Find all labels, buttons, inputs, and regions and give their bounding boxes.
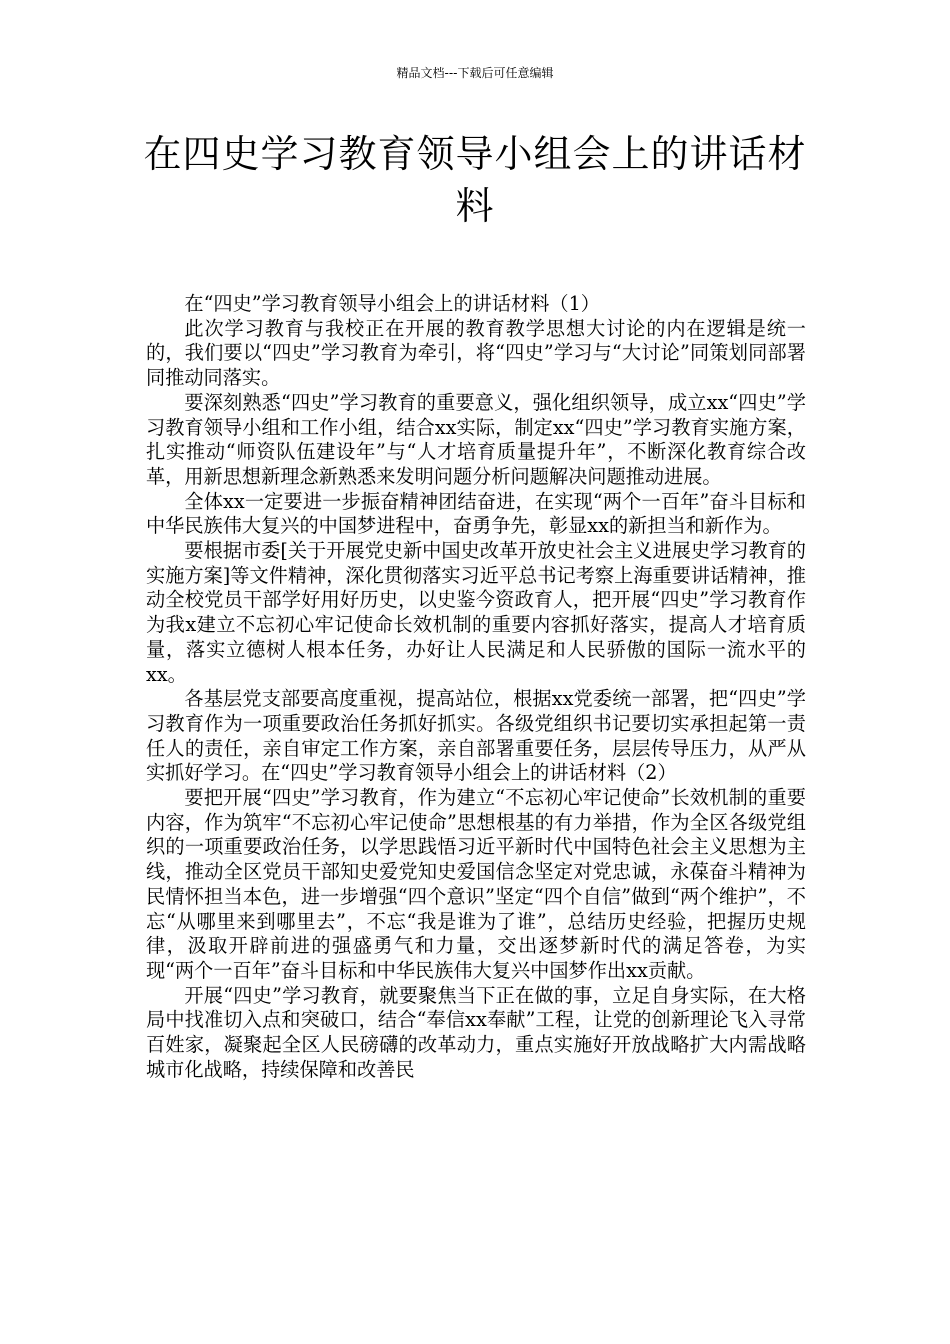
paragraph: 全体xx一定要进一步振奋精神团结奋进，在实现“两个一百年”奋斗目标和中华民族伟大复兴的中国梦进程中，奋勇争先，彰显xx的新担当和新作为。 <box>146 489 806 538</box>
paragraph: 要根据市委[关于开展党史新中国史改革开放史社会主义进展史学习教育的实施方案]等文件精神，深化贯彻落实习近平总书记考察上海重要讲话精神，推动全校党员干部学好用好历史，以史鉴今资政育人，把开展“四史”学习教育作为我x建立不忘初心牢记使命长效机制的重要内容抓好落实，提高人才培育质量，落实立德树人根本任务，办好让人民满足和人民骄傲的国际一流水平的xx。 <box>146 539 806 686</box>
document-title: 在四史学习教育领导小组会上的讲话材料 <box>143 132 807 228</box>
paragraph: 在“四史”学习教育领导小组会上的讲话材料（1） <box>184 292 600 315</box>
document-body <box>146 292 806 1083</box>
paragraph: 此次学习教育与我校正在开展的教育教学思想大讨论的内在逻辑是统一的，我们要以“四史”学习教育为牵引，将“四史”学习与“大讨论”同策划同部署同推动同落实。 <box>146 316 806 390</box>
paragraph: 开展“四史”学习教育，就要聚焦当下正在做的事，立足自身实际，在大格局中找准切入点和突破口，结合“奉信xx奉献”工程，让党的创新理论飞入寻常百姓家，凝聚起全区人民磅礴的改革动力，重点实施好开放战略扩大内需战略城市化战略，持续保障和改善民 <box>146 983 806 1081</box>
header-note: 精品文档---下载后可任意编辑 <box>396 66 554 80</box>
paragraph: 各基层党支部要高度重视，提高站位，根据xx党委统一部署，把“四史”学习教育作为一项重要政治任务抓好抓实。各级党组织书记要切实承担起第一责任人的责任，亲自审定工作方案，亲自部署重要任务，层层传导压力，从严从实抓好学习。在“四史”学习教育领导小组会上的讲话材料（2） <box>146 687 806 785</box>
paragraph: 要深刻熟悉“四史”学习教育的重要意义，强化组织领导，成立xx“四史”学习教育领导小组和工作小组，结合xx实际，制定xx“四史”学习教育实施方案，扎实推动“师资队伍建设年”与“人才培育质量提升年”，不断深化教育综合改革，用新思想新理念新熟悉来发明问题分析问题解决问题推动进展。 <box>146 390 806 488</box>
paragraph: 要把开展“四史”学习教育，作为建立“不忘初心牢记使命”长效机制的重要内容，作为筑牢“不忘初心牢记使命”思想根基的有力举措，作为全区各级党组织的一项重要政治任务，以学思践悟习近平新时代中国特色社会主义思想为主线，推动全区党员干部知史爱党知史爱国信念坚定对党忠诚，永葆奋斗精神为民情怀担当本色，进一步增强“四个意识”坚定“四个自信”做到“两个维护”，不忘“从哪里来到哪里去”，不忘“我是谁为了谁”，总结历史经验，把握历史规律，汲取开辟前进的强盛勇气和力量，交出逐梦新时代的满足答卷，为实现“两个一百年”奋斗目标和中华民族伟大复兴中国梦作出xx贡献。 <box>146 786 806 982</box>
